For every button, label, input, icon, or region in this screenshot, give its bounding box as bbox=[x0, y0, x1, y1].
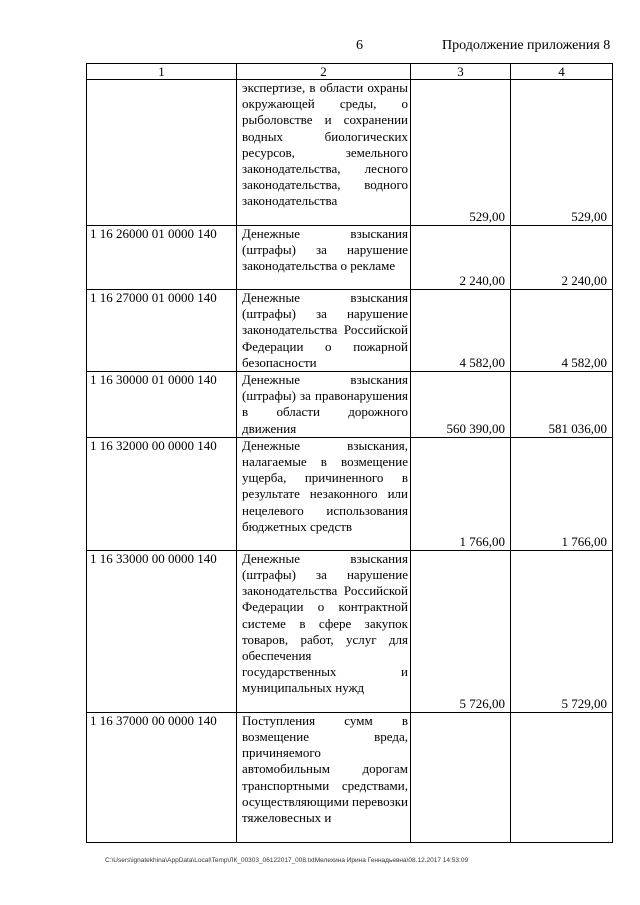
code-cell: 1 16 30000 01 0000 140 bbox=[87, 372, 237, 438]
table-row bbox=[87, 550, 613, 712]
value-cell-col4 bbox=[511, 712, 613, 842]
code-cell: 1 16 26000 01 0000 140 bbox=[87, 226, 237, 290]
table-row bbox=[87, 80, 613, 226]
value-cell-col3: 4 582,00 bbox=[411, 290, 511, 372]
page-number: 6 bbox=[356, 38, 363, 53]
description-cell: Поступления сумм в возмещение вреда, причиняемого автомобильным дорогам транспортными средствами, осуществляющими перевозки тяжеловесных и bbox=[237, 712, 411, 842]
table-header-row bbox=[87, 64, 613, 80]
table-row bbox=[87, 712, 613, 842]
code-cell: 1 16 33000 00 0000 140 bbox=[87, 550, 237, 712]
column-header: 2 bbox=[237, 64, 411, 80]
column-header: 4 bbox=[511, 64, 613, 80]
code-cell: 1 16 27000 01 0000 140 bbox=[87, 290, 237, 372]
value-cell-col3: 560 390,00 bbox=[411, 372, 511, 438]
budget-table bbox=[86, 63, 613, 843]
table-row bbox=[87, 290, 613, 372]
table-row bbox=[87, 372, 613, 438]
code-cell: 1 16 37000 00 0000 140 bbox=[87, 712, 237, 842]
code-cell: 1 16 32000 00 0000 140 bbox=[87, 437, 237, 550]
description-cell: Денежные взыскания, налагаемые в возмещение ущерба, причиненного в результате незаконного или нецелевого использования бюджетных средств bbox=[237, 437, 411, 550]
value-cell-col4: 581 036,00 bbox=[511, 372, 613, 438]
description-cell: Денежные взыскания (штрафы) за нарушение законодательства Российской Федерации о контрактной системе в сфере закупок товаров, работ, услуг для обеспечения государственных и муниципальных нужд bbox=[237, 550, 411, 712]
value-cell-col4: 1 766,00 bbox=[511, 437, 613, 550]
description-cell: экспертизе, в области охраны окружающей среды, о рыболовстве и сохранении водных биологических ресурсов, земельного законодательства, лесного законодательства, водного законодательства bbox=[237, 80, 411, 226]
value-cell-col3: 5 726,00 bbox=[411, 550, 511, 712]
value-cell-col3: 529,00 bbox=[411, 80, 511, 226]
column-header: 3 bbox=[411, 64, 511, 80]
code-cell bbox=[87, 80, 237, 226]
file-path-footer: C:\Users\ignatekhina\AppData\Local\Temp\ЛК_00303_06122017_008.txtМелехина Ирина Геннадьевна\08.12.2017 14:53:09 bbox=[105, 857, 469, 864]
value-cell-col3: 2 240,00 bbox=[411, 226, 511, 290]
description-cell: Денежные взыскания (штрафы) за нарушение законодательства Российской Федерации о пожарной безопасности bbox=[237, 290, 411, 372]
value-cell-col4: 5 729,00 bbox=[511, 550, 613, 712]
value-cell-col3: 1 766,00 bbox=[411, 437, 511, 550]
value-cell-col3 bbox=[411, 712, 511, 842]
description-cell: Денежные взыскания (штрафы) за нарушение законодательства о рекламе bbox=[237, 226, 411, 290]
table-row bbox=[87, 226, 613, 290]
value-cell-col4: 2 240,00 bbox=[511, 226, 613, 290]
value-cell-col4: 4 582,00 bbox=[511, 290, 613, 372]
table-row bbox=[87, 437, 613, 550]
column-header: 1 bbox=[87, 64, 237, 80]
continuation-label: Продолжение приложения 8 bbox=[442, 38, 611, 53]
value-cell-col4: 529,00 bbox=[511, 80, 613, 226]
description-cell: Денежные взыскания (штрафы) за правонарушения в области дорожного движения bbox=[237, 372, 411, 438]
